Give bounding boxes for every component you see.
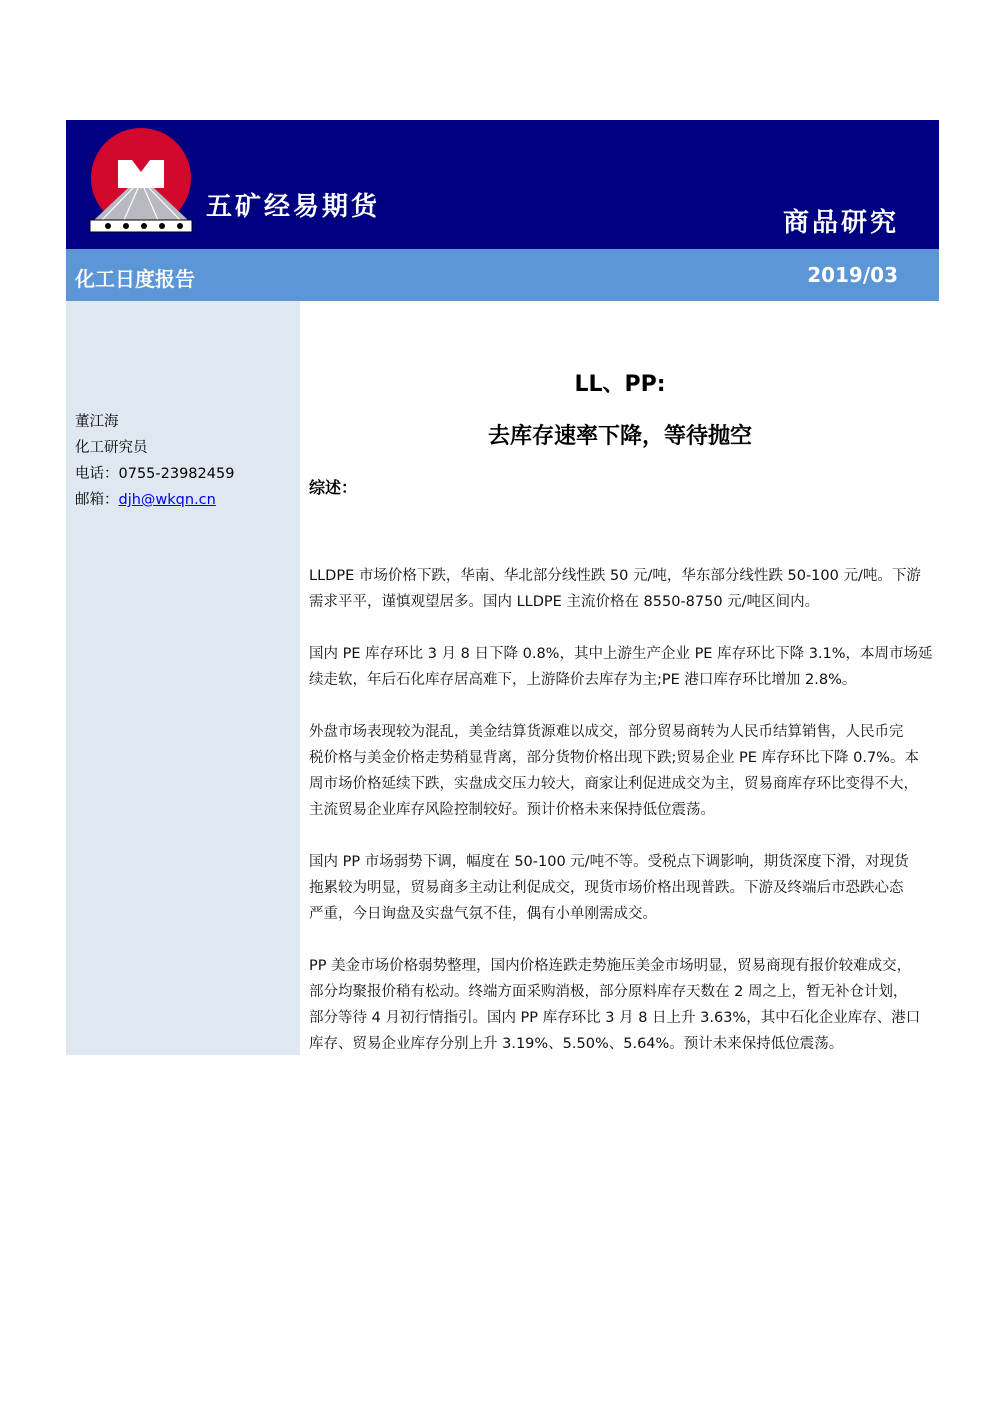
summary-paragraph <box>309 641 934 693</box>
paragraph-line: 续走软，年后石化库存居高难下，上游降价去库存为主;PE 港口库存环比增加 2.8%。 <box>309 672 857 688</box>
paragraph-line: PP 美金市场价格弱势整理，国内价格连跌走势施压美金市场明显，贸易商现有报价较难成交， <box>309 958 912 974</box>
paragraph-line: 部分等待 4 月初行情指引。国内 PP 库存环比 3 月 8 日上升 3.63%，其中石化企业库存、港口 <box>309 1010 921 1026</box>
paragraph-line: 拖累较为明显，贸易商多主动让利促成交，现货市场价格出现普跌。下游及终端后市恐跌心态 <box>309 880 904 896</box>
paragraph-line: 外盘市场表现较为混乱，美金结算货源难以成交，部分贸易商转为人民币结算销售，人民币完 <box>309 724 904 740</box>
paragraph-line: 部分均聚报价稍有松动。终端方面采购消极，部分原料库存天数在 2 周之上，暂无补仓计划， <box>309 984 908 1000</box>
author-role: 化工研究员 <box>75 440 148 456</box>
minmetals-logo <box>88 128 194 234</box>
email-label: 邮箱： <box>75 492 119 508</box>
report-subbar <box>66 249 939 301</box>
paragraph-line: 周市场价格延续下跌，实盘成交压力较大，商家让利促进成交为主，贸易商库存环比变得不大， <box>309 776 918 792</box>
author-sidebar <box>66 301 300 1055</box>
email-link[interactable]: djh@wkqn.cn <box>118 492 216 508</box>
author-phone <box>75 462 234 483</box>
report-type: 化工日度报告 <box>75 267 195 291</box>
paragraph-line: 国内 PP 市场弱势下调，幅度在 50-100 元/吨不等。受税点下调影响，期货深度下滑，对现货 <box>309 854 909 870</box>
report-subtitle: 去库存速率下降，等待抛空 <box>487 424 752 449</box>
paragraph-line: 税价格与美金价格走势稍显背离，部分货物价格出现下跌;贸易企业 PE 库存环比下降 0.7%。本 <box>309 750 919 766</box>
report-date: 2019/03 <box>807 263 898 287</box>
report-header <box>66 120 939 249</box>
summary-paragraph <box>309 849 934 927</box>
phone-number: 0755-23982459 <box>118 466 235 482</box>
paragraph-line: 严重，今日询盘及实盘气氛不佳，偶有小单刚需成交。 <box>309 906 657 922</box>
summary-heading: 综述： <box>309 478 358 497</box>
report-title: LL、PP: <box>574 372 666 397</box>
summary-paragraph <box>309 953 934 1057</box>
summary-paragraph <box>309 719 934 823</box>
paragraph-line: 国内 PE 库存环比 3 月 8 日下降 0.8%，其中上游生产企业 PE 库存环比下降 3.1%，本周市场延 <box>309 646 933 662</box>
author-email <box>75 488 216 509</box>
section-tag: 商品研究 <box>782 208 899 238</box>
paragraph-line: LLDPE 市场价格下跌，华南、华北部分线性跌 50 元/吨，华东部分线性跌 50-100 元/吨。下游 <box>309 568 921 584</box>
company-name: 五矿经易期货 <box>206 192 381 222</box>
phone-label: 电话： <box>75 466 119 482</box>
author-name: 董江海 <box>75 414 119 430</box>
paragraph-line: 库存、贸易企业库存分别上升 3.19%、5.50%、5.64%。预计未来保持低位震荡。 <box>309 1036 844 1052</box>
summary-paragraph <box>309 563 934 615</box>
paragraph-line: 主流贸易企业库存风险控制较好。预计价格未来保持低位震荡。 <box>309 802 715 818</box>
paragraph-line: 需求平平，谨慎观望居多。国内 LLDPE 主流价格在 8550-8750 元/吨区间内。 <box>309 594 820 610</box>
